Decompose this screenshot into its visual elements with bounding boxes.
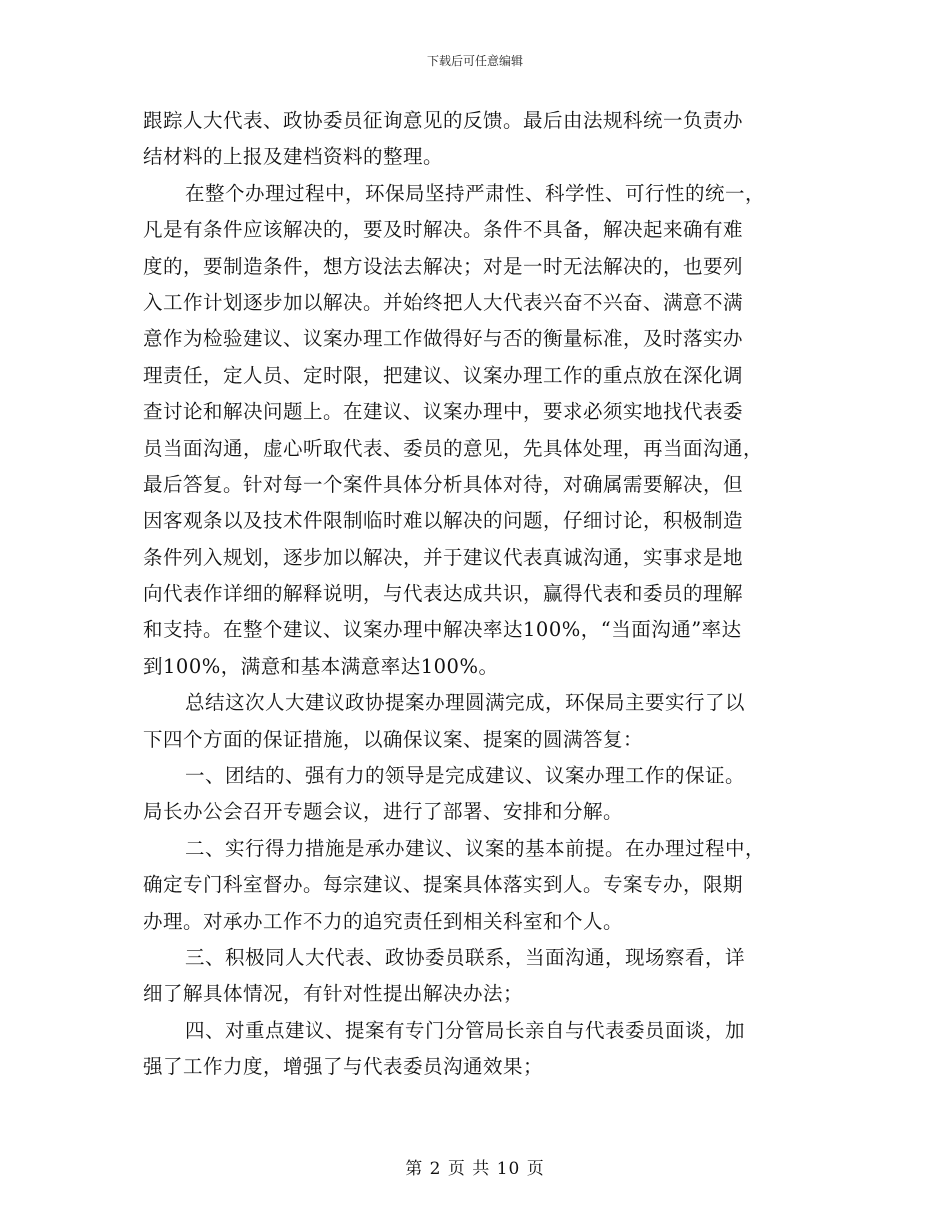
page-footer: 第 2 页 共 10 页 [405, 1159, 545, 1179]
text-line: 跟踪人大代表、政协委员征询意见的反馈。最后由法规科统一负责办 [143, 109, 744, 132]
text-line: 最后答复。针对每一个案件具体分析具体对待，对确属需要解决，但 [143, 472, 744, 496]
page-header: 下载后可任意编辑 [426, 54, 523, 68]
text-line: 确定专门科室督办。每宗建议、提案具体落实到人。专案专办，限期 [143, 873, 744, 897]
paragraph-start-line: 一、团结的、强有力的领导是完成建议、议案办理工作的保证。 [185, 764, 746, 788]
text-line: 入工作计划逐步加以解决。并始终把人大代表兴奋不兴奋、满意不满 [143, 290, 744, 314]
paragraph-start-line: 四、对重点建议、提案有专门分管局长亲自与代表委员面谈，加 [185, 1018, 746, 1042]
text-line: 条件列入规划，逐步加以解决，并于建议代表真诚沟通，实事求是地 [143, 545, 744, 569]
text-line: 局长办公会召开专题会议，进行了部署、安排和分解。 [143, 800, 624, 824]
text-line: 下四个方面的保证措施，以确保议案、提案的圆满答复： [143, 727, 644, 751]
text-line: 查讨论和解决问题上。在建议、议案办理中，要求必须实地找代表委 [143, 400, 744, 424]
text-line: 因客观条以及技术件限制临时难以解决的问题，仔细讨论，积极制造 [143, 509, 744, 533]
paragraph-start-line: 三、积极同人大代表、政协委员联系，当面沟通，现场察看，详 [185, 945, 746, 969]
paragraph-start-line: 总结这次人大建议政协提案办理圆满完成，环保局主要实行了以 [185, 691, 746, 715]
text-line: 和支持。在整个建议、议案办理中解决率达100%，“当面沟通”率达 [143, 618, 742, 642]
text-line: 理责任，定人员、定时限，把建议、议案办理工作的重点放在深化调 [143, 363, 744, 387]
text-line: 强了工作力度，增强了与代表委员沟通效果； [143, 1055, 544, 1079]
paragraph-start-line: 在整个办理过程中，环保局坚持严肃性、科学性、可行性的统一， [185, 181, 766, 205]
text-line: 结材料的上报及建档资料的整理。 [143, 145, 444, 169]
text-line: 员当面沟通，虚心听取代表、委员的意见，先具体处理，再当面沟通， [143, 436, 764, 460]
text-line: 到100%，满意和基本满意率达100%。 [143, 654, 499, 678]
document-body [143, 103, 813, 1086]
text-line: 向代表作详细的解释说明，与代表达成共识，赢得代表和委员的理解 [143, 582, 744, 606]
text-line: 度的，要制造条件，想方设法去解决；对是一时无法解决的，也要列 [143, 254, 744, 278]
text-line: 办理。对承办工作不力的追究责任到相关科室和个人。 [143, 909, 624, 933]
paragraph-start-line: 二、实行得力措施是承办建议、议案的基本前提。在办理过程中， [185, 836, 766, 860]
text-line: 意作为检验建议、议案办理工作做得好与否的衡量标准，及时落实办 [143, 327, 744, 351]
text-line: 细了解具体情况，有针对性提出解决办法； [143, 982, 524, 1006]
text-line: 凡是有条件应该解决的，要及时解决。条件不具备，解决起来确有难 [143, 218, 744, 242]
